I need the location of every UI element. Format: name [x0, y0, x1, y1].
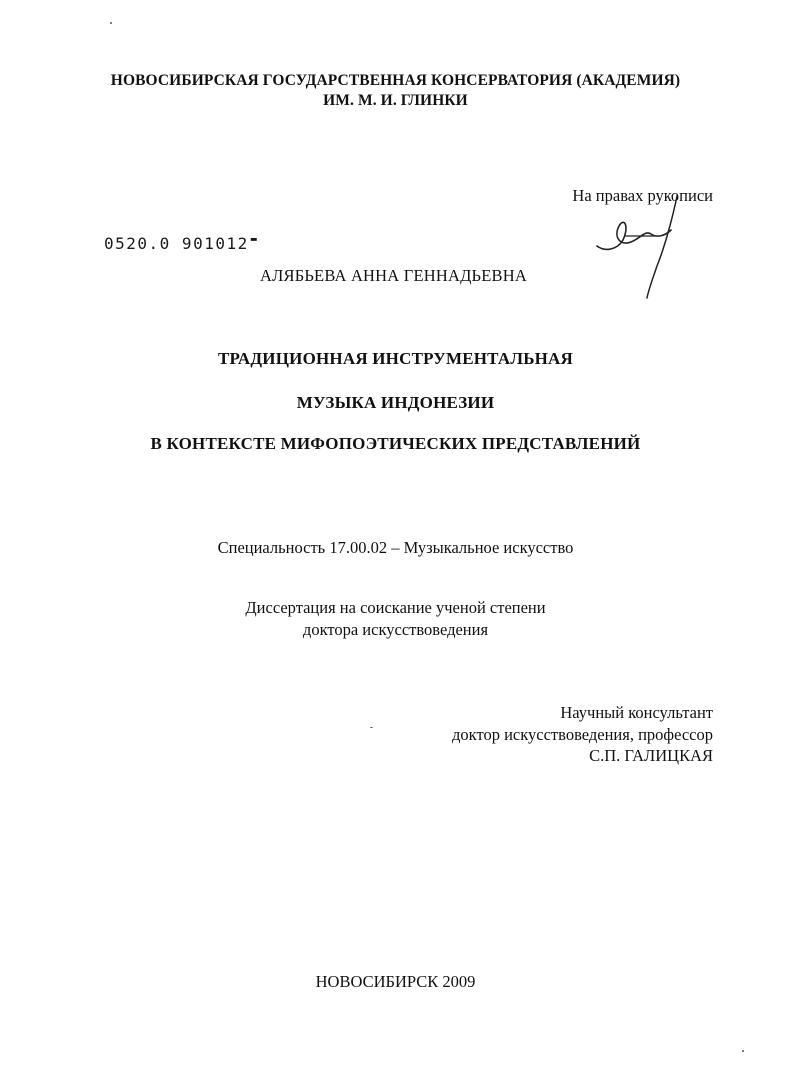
consultant-degree: доктор искусствоведения, профессор — [452, 725, 713, 744]
specialty: Специальность 17.00.02 – Музыкальное искусство — [217, 538, 574, 557]
handwritten-signature — [585, 186, 695, 301]
institution-subname: ИМ. М. И. ГЛИНКИ — [323, 92, 468, 109]
consultant-role: Научный консультант — [560, 703, 713, 722]
consultant-name: С.П. ГАЛИЦКАЯ — [589, 746, 713, 765]
dissertation-line-2: доктора искусствоведения — [302, 620, 489, 639]
scan-speck — [742, 1050, 744, 1052]
title-line-2: МУЗЫКА ИНДОНЕЗИИ — [296, 393, 495, 412]
dissertation-line-1: Диссертация на соискание ученой степени — [245, 598, 546, 617]
archive-number: 0520.0 901012 ▬ — [104, 234, 259, 253]
institution-name: НОВОСИБИРСКАЯ ГОСУДАРСТВЕННАЯ КОНСЕРВАТОРИЯ (АКАДЕМИЯ) — [110, 72, 681, 89]
title-line-1: ТРАДИЦИОННАЯ ИНСТРУМЕНТАЛЬНАЯ — [217, 349, 574, 368]
author-name: АЛЯБЬЕВА АННА ГЕННАДЬЕВНА — [260, 266, 527, 285]
title-line-3: В КОНТЕКСТЕ МИФОПОЭТИЧЕСКИХ ПРЕДСТАВЛЕНИЙ — [150, 434, 641, 453]
scan-speck — [110, 22, 112, 24]
scan-speck — [370, 727, 373, 728]
city-year: НОВОСИБИРСК 2009 — [315, 972, 476, 991]
manuscript-note: На правах рукописи — [572, 186, 713, 205]
